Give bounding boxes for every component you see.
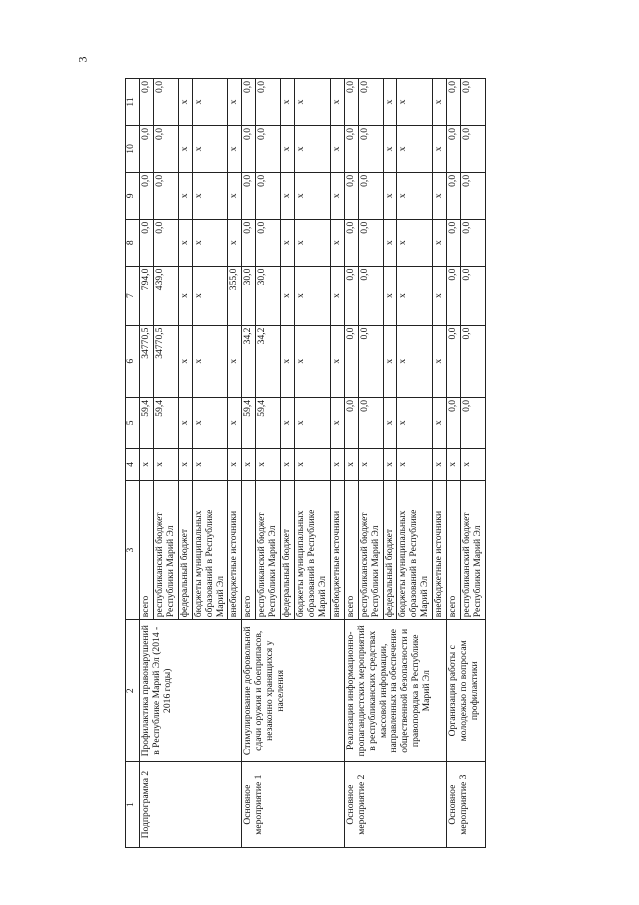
value-cell: 0,0 <box>461 172 486 219</box>
program-name-cell: Стимулирование добровольной сдачи оружия и боеприпасов, незаконно хранящихся у населения <box>242 620 344 762</box>
funding-source-cell: республиканский бюджет Республики Марий Эл <box>256 480 281 619</box>
value-cell: x <box>397 266 433 325</box>
value-cell: x <box>295 448 331 480</box>
column-number: 6 <box>126 325 140 397</box>
value-cell: x <box>397 397 433 448</box>
value-cell: 0,0 <box>344 172 358 219</box>
value-cell: 0,0 <box>447 125 461 172</box>
value-cell: x <box>192 325 228 397</box>
value-cell: 0,0 <box>358 325 383 397</box>
value-cell: x <box>433 79 447 126</box>
value-cell: x <box>281 125 295 172</box>
column-number: 2 <box>126 620 140 762</box>
value-cell: x <box>397 79 433 126</box>
column-number: 4 <box>126 448 140 480</box>
value-cell: x <box>178 266 192 325</box>
value-cell: 0,0 <box>153 172 178 219</box>
value-cell: x <box>433 266 447 325</box>
value-cell: 0,0 <box>344 219 358 266</box>
value-cell: 0,0 <box>358 172 383 219</box>
value-cell: 0,0 <box>153 219 178 266</box>
value-cell: x <box>281 448 295 480</box>
value-cell: x <box>433 125 447 172</box>
value-cell: 0,0 <box>358 397 383 448</box>
funding-source-cell: внебюджетные источники <box>330 480 344 619</box>
value-cell: 0,0 <box>358 125 383 172</box>
value-cell: x <box>397 172 433 219</box>
value-cell: x <box>178 79 192 126</box>
value-cell: 0,0 <box>140 219 154 266</box>
value-cell: x <box>295 172 331 219</box>
value-cell: x <box>344 448 358 480</box>
value-cell: x <box>228 172 242 219</box>
value-cell: 0,0 <box>153 125 178 172</box>
value-cell: 0,0 <box>256 219 281 266</box>
value-cell: x <box>281 219 295 266</box>
value-cell: 0,0 <box>358 79 383 126</box>
value-cell: x <box>178 125 192 172</box>
value-cell: x <box>433 325 447 397</box>
value-cell: 0,0 <box>256 125 281 172</box>
value-cell: x <box>228 325 242 397</box>
value-cell: x <box>461 448 486 480</box>
value-cell: 0,0 <box>461 266 486 325</box>
funding-source-cell: всего <box>447 480 461 619</box>
value-cell: 59,4 <box>153 397 178 448</box>
funding-source-cell: бюджеты муниципальных образований в Республике Марий Эл <box>397 480 433 619</box>
value-cell: x <box>281 266 295 325</box>
value-cell: x <box>330 397 344 448</box>
value-cell: 0,0 <box>344 325 358 397</box>
value-cell: 0,0 <box>242 219 256 266</box>
table-row <box>447 79 461 848</box>
value-cell: 0,0 <box>461 325 486 397</box>
value-cell: x <box>330 125 344 172</box>
value-cell: x <box>397 125 433 172</box>
financing-table <box>125 78 486 848</box>
value-cell: x <box>295 325 331 397</box>
value-cell: 0,0 <box>461 219 486 266</box>
value-cell: x <box>192 397 228 448</box>
value-cell: 30,0 <box>242 266 256 325</box>
value-cell: 0,0 <box>447 397 461 448</box>
value-cell: x <box>330 325 344 397</box>
funding-source-cell: республиканский бюджет Республики Марий Эл <box>153 480 178 619</box>
value-cell: 0,0 <box>358 266 383 325</box>
value-cell: x <box>228 219 242 266</box>
value-cell: 0,0 <box>256 172 281 219</box>
value-cell: 0,0 <box>461 79 486 126</box>
value-cell: x <box>192 79 228 126</box>
funding-source-cell: федеральный бюджет <box>178 480 192 619</box>
value-cell: x <box>397 325 433 397</box>
value-cell: x <box>140 448 154 480</box>
value-cell: x <box>358 448 383 480</box>
column-number: 7 <box>126 266 140 325</box>
value-cell: x <box>383 172 397 219</box>
value-cell: 0,0 <box>242 172 256 219</box>
value-cell: x <box>447 448 461 480</box>
program-code-cell: Основное мероприятие 3 <box>447 762 486 848</box>
value-cell: x <box>433 219 447 266</box>
value-cell: x <box>397 219 433 266</box>
value-cell: 0,0 <box>447 219 461 266</box>
program-code-cell: Основное мероприятие 2 <box>344 762 446 848</box>
value-cell: x <box>433 172 447 219</box>
program-name-cell: Реализация информационно-пропагандистских мероприятий в республиканских средствах массовой информации, направленных на обеспечение общественной безопасности и правопорядка в Республике Марий Эл <box>344 620 446 762</box>
column-number: 1 <box>126 762 140 848</box>
value-cell: x <box>281 79 295 126</box>
column-number: 3 <box>126 480 140 619</box>
value-cell: x <box>295 79 331 126</box>
funding-source-cell: всего <box>344 480 358 619</box>
value-cell: x <box>228 397 242 448</box>
value-cell: x <box>178 172 192 219</box>
value-cell: x <box>330 219 344 266</box>
value-cell: 0,0 <box>242 125 256 172</box>
value-cell: x <box>281 397 295 448</box>
value-cell: x <box>330 448 344 480</box>
program-name-cell: Организация работы с молодежью по вопросам профилактики <box>447 620 486 762</box>
value-cell: x <box>433 448 447 480</box>
value-cell: x <box>433 397 447 448</box>
value-cell: 0,0 <box>461 397 486 448</box>
value-cell: x <box>192 172 228 219</box>
value-cell: 439,0 <box>153 266 178 325</box>
value-cell: x <box>383 125 397 172</box>
value-cell: x <box>383 397 397 448</box>
value-cell: x <box>383 79 397 126</box>
value-cell: x <box>383 266 397 325</box>
program-name-cell: Профилактика правонарушений в Республике Марий Эл (2014 - 2016 годы) <box>140 620 242 762</box>
table-row <box>140 79 154 848</box>
value-cell: 34,2 <box>256 325 281 397</box>
value-cell: 0,0 <box>242 79 256 126</box>
value-cell: x <box>383 325 397 397</box>
funding-source-cell: внебюджетные источники <box>433 480 447 619</box>
value-cell: x <box>192 448 228 480</box>
value-cell: x <box>228 125 242 172</box>
value-cell: 0,0 <box>344 397 358 448</box>
column-number: 5 <box>126 397 140 448</box>
value-cell: 0,0 <box>344 125 358 172</box>
value-cell: x <box>295 125 331 172</box>
value-cell: 59,4 <box>256 397 281 448</box>
value-cell: 0,0 <box>256 79 281 126</box>
rotated-page <box>125 78 585 848</box>
value-cell: 0,0 <box>447 325 461 397</box>
value-cell: 34770,5 <box>140 325 154 397</box>
value-cell: x <box>178 219 192 266</box>
value-cell: 30,0 <box>256 266 281 325</box>
value-cell: x <box>242 448 256 480</box>
value-cell: x <box>178 448 192 480</box>
value-cell: 794,0 <box>140 266 154 325</box>
value-cell: 0,0 <box>358 219 383 266</box>
value-cell: 355,0 <box>228 266 242 325</box>
value-cell: x <box>192 125 228 172</box>
program-code-cell: Подпрограмма 2 <box>140 762 242 848</box>
value-cell: 34,2 <box>242 325 256 397</box>
funding-source-cell: внебюджетные источники <box>228 480 242 619</box>
funding-source-cell: всего <box>242 480 256 619</box>
value-cell: 0,0 <box>140 172 154 219</box>
value-cell: x <box>330 266 344 325</box>
page-number: 3 <box>75 56 90 63</box>
value-cell: x <box>295 266 331 325</box>
value-cell: x <box>281 325 295 397</box>
value-cell: x <box>178 325 192 397</box>
value-cell: x <box>295 397 331 448</box>
funding-source-cell: федеральный бюджет <box>383 480 397 619</box>
funding-source-cell: федеральный бюджет <box>281 480 295 619</box>
column-number: 10 <box>126 125 140 172</box>
value-cell: x <box>281 172 295 219</box>
value-cell: x <box>330 79 344 126</box>
value-cell: 0,0 <box>140 125 154 172</box>
program-code-cell: Основное мероприятие 1 <box>242 762 344 848</box>
value-cell: 0,0 <box>447 266 461 325</box>
value-cell: x <box>228 448 242 480</box>
value-cell: x <box>330 172 344 219</box>
value-cell: x <box>228 79 242 126</box>
value-cell: 0,0 <box>140 79 154 126</box>
value-cell: 34770,5 <box>153 325 178 397</box>
value-cell: 59,4 <box>242 397 256 448</box>
funding-source-cell: бюджеты муниципальных образований в Республике Марий Эл <box>295 480 331 619</box>
table-row <box>242 79 256 848</box>
column-number: 9 <box>126 172 140 219</box>
value-cell: 0,0 <box>153 79 178 126</box>
value-cell: x <box>397 448 433 480</box>
value-cell: x <box>192 219 228 266</box>
funding-source-cell: бюджеты муниципальных образований в Республике Марий Эл <box>192 480 228 619</box>
value-cell: 0,0 <box>344 266 358 325</box>
funding-source-cell: республиканский бюджет Республики Марий Эл <box>358 480 383 619</box>
value-cell: x <box>192 266 228 325</box>
value-cell: 59,4 <box>140 397 154 448</box>
value-cell: 0,0 <box>344 79 358 126</box>
funding-source-cell: республиканский бюджет Республики Марий Эл <box>461 480 486 619</box>
value-cell: x <box>178 397 192 448</box>
value-cell: x <box>383 219 397 266</box>
value-cell: x <box>383 448 397 480</box>
value-cell: x <box>256 448 281 480</box>
funding-source-cell: всего <box>140 480 154 619</box>
column-number-row <box>126 79 140 848</box>
value-cell: x <box>153 448 178 480</box>
value-cell: x <box>295 219 331 266</box>
value-cell: 0,0 <box>461 125 486 172</box>
column-number: 11 <box>126 79 140 126</box>
value-cell: 0,0 <box>447 79 461 126</box>
table-row <box>344 79 358 848</box>
column-number: 8 <box>126 219 140 266</box>
value-cell: 0,0 <box>447 172 461 219</box>
